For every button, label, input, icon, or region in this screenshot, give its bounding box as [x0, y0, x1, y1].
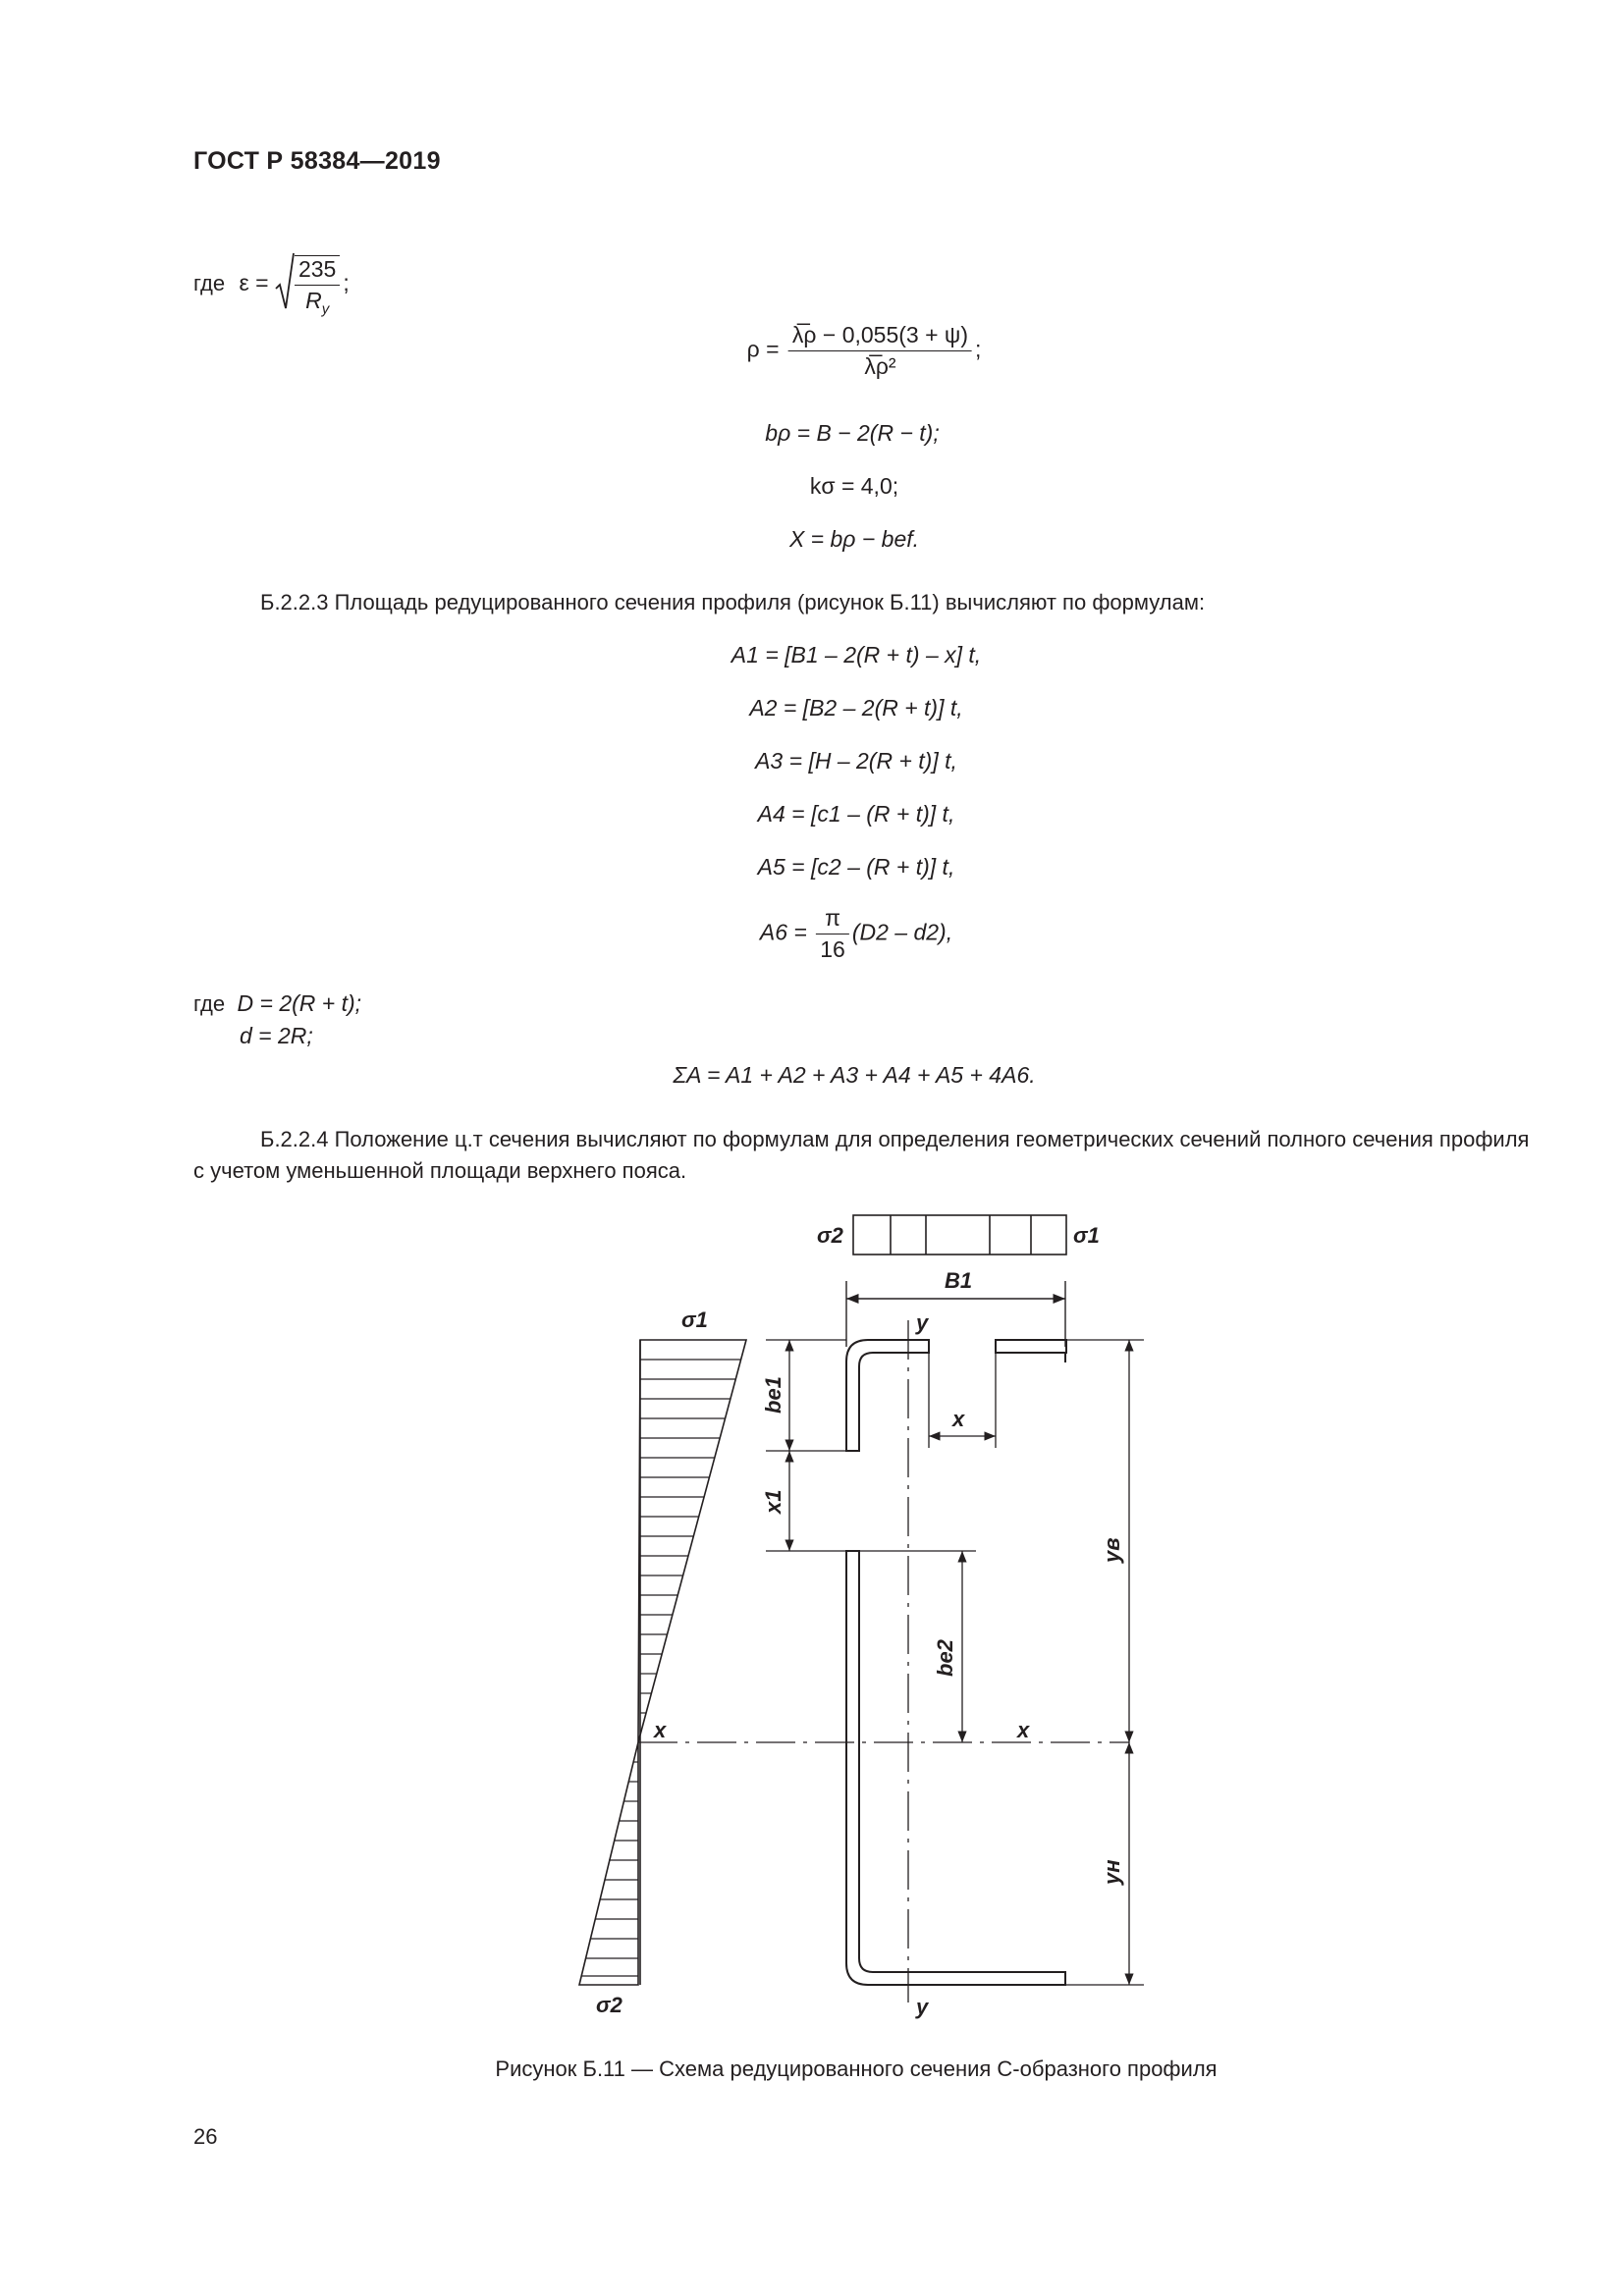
a1-formula: A1 = [B1 – 2(R + t) – x] t, — [731, 642, 982, 667]
label-x-right: x — [1017, 1718, 1030, 1742]
section-b223-text: Б.2.2.3 Площадь редуцированного сечения профиля (рисунок Б.11) вычисляют по формулам: — [260, 590, 1206, 614]
label-x-left: x — [654, 1718, 667, 1742]
label-sigma2-diagram: σ2 — [596, 1993, 623, 2017]
rho-formula: ρ = $\frac{\lambda̅\rho - 0,055(3 + \psi)}{\text{λ̅ρ²}}$ ; — [746, 322, 982, 379]
document-header: ГОСТ Р 58384—2019 — [193, 147, 441, 175]
a5-formula: A5 = [c2 – (R + t)] t, — [757, 854, 955, 880]
epsilon-numerator: 235 — [295, 256, 340, 286]
a6-formula: A6 = $\frac{\pi}{16}$ (D2 – d2), — [759, 905, 953, 962]
label-y-bottom: y — [916, 1995, 929, 2019]
d-definitions: где D = 2(R + t); d = 2R; — [193, 988, 361, 1051]
label-sigma1-diagram: σ1 — [681, 1308, 708, 1332]
a3-formula: A3 = [H – 2(R + t)] t, — [755, 748, 957, 774]
right-dimension-lines — [1066, 1340, 1144, 1985]
a6-fraction: $\frac{\pi}{16}$ — [816, 905, 849, 963]
section-b224-text: Б.2.2.4 Положение ц.т сечения вычисляют по формулам для определения геометрических сечений полного сечения профиля с учетом уменьшенной площади верхнего пояса. — [193, 1127, 1530, 1183]
epsilon-denominator: $R_y$ — [305, 288, 330, 318]
rho-denominator: λ̅ρ² — [864, 353, 896, 379]
label-y-top: y — [916, 1310, 929, 1335]
label-sigma2-top: σ2 — [817, 1223, 843, 1248]
epsilon-lhs: ε = — [239, 270, 269, 296]
a4-formula: A4 = [c1 – (R + t)] t, — [757, 801, 955, 827]
where-label: где — [193, 271, 226, 296]
label-x-gap: x — [952, 1407, 965, 1431]
x-definition-formula: X = bρ − bef. — [788, 526, 920, 552]
left-dimension-lines — [766, 1340, 846, 1551]
label-be2: be2 — [933, 1639, 957, 1677]
label-yn: yн — [1100, 1859, 1124, 1885]
be2-dimension — [859, 1551, 976, 1742]
label-be1: be1 — [761, 1376, 785, 1414]
x-gap-dimension — [929, 1353, 996, 1448]
figure-caption: Рисунок Б.11 — Схема редуцированного сечения С-образного профиля — [495, 2056, 1218, 2081]
rho-numerator: λ̅ρ − 0,055(3 + ψ) — [788, 322, 972, 351]
a2-formula: A2 = [B2 – 2(R + t)] t, — [749, 695, 963, 721]
epsilon-end: ; — [343, 270, 350, 296]
sum-area-formula: ΣA = A1 + A2 + A3 + A4 + A5 + 4A6. — [673, 1062, 1036, 1088]
label-b1: B1 — [945, 1268, 973, 1293]
stress-diagram — [579, 1340, 746, 1985]
b-rho-formula: bρ = B − 2(R − t); — [765, 420, 940, 446]
d-big-definition: D = 2(R + t); — [237, 990, 362, 1016]
label-yv: yв — [1100, 1537, 1124, 1563]
k-sigma-formula: kσ = 4,0; — [809, 473, 899, 499]
label-x1: x1 — [761, 1489, 785, 1514]
stress-block-top — [853, 1215, 1066, 1255]
label-sigma1-top: σ1 — [1073, 1223, 1100, 1248]
d-small-definition: d = 2R; — [240, 1023, 313, 1048]
page-number: 26 — [193, 2124, 218, 2149]
